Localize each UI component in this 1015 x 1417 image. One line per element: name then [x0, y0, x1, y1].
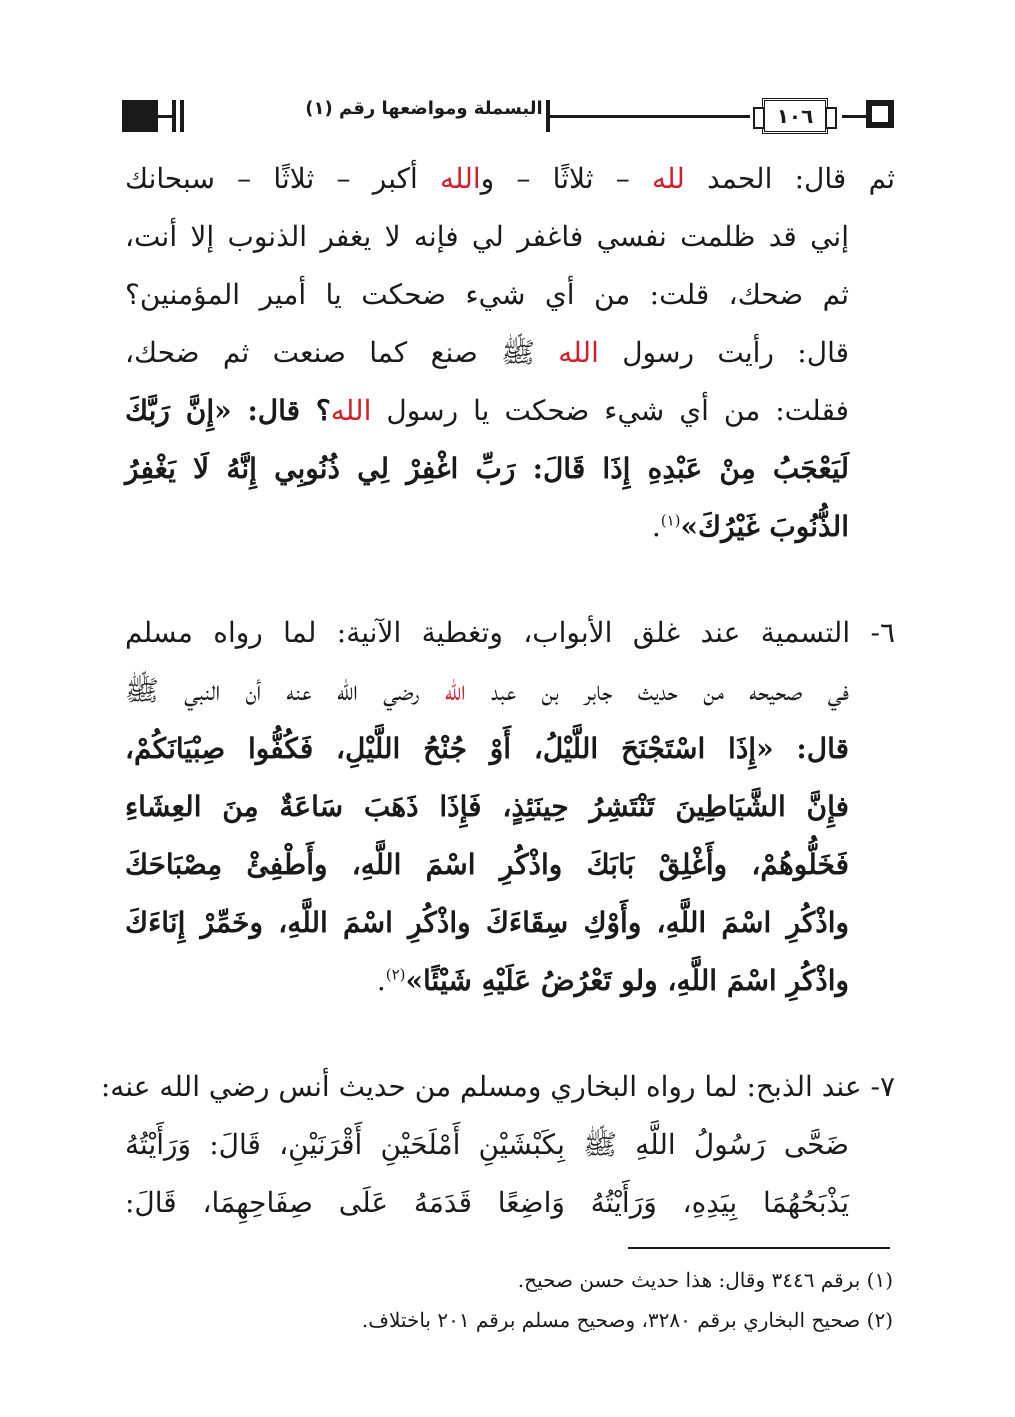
footnotes: [125, 1260, 893, 1340]
footnote-2: (٢) صحيح البخاري برقم ٣٢٨٠، وصحيح مسلم برقم ٢٠١ باختلاف.: [361, 1308, 893, 1332]
header-rule: [550, 115, 750, 118]
paragraph-hadith-1: [125, 150, 895, 556]
text-line: واذْكُرِ اسْمَ اللَّهِ، ولو تَعْرُضُ عَلَيْهِ شَيْئًا»$^{(٢)}$.: [376, 964, 849, 997]
header-gap: [184, 115, 302, 118]
text-line: واذْكُرِ اسْمَ اللَّهِ، وأَوْكِ سِقَاءَكَ واذْكُرِ اسْمَ اللَّهِ، وخَمِّرْ إِنَاءَكَ: [125, 906, 849, 939]
header-rule: [158, 115, 172, 118]
text-line: فقلت: من أي شيء ضحكت يا رسول الله؟ قال: «إِنَّ رَبَّكَ: [125, 394, 849, 427]
text-line: في صحيحه من حديث جابر بن عبد الله رضي الله عنه أن النبي ﷺ: [125, 674, 849, 707]
header-rule: [842, 115, 868, 118]
footnote-separator: [628, 1247, 890, 1249]
text-line: ٦- التسمية عند غلق الأبواب، وتغطية الآنية: لما رواه مسلم: [125, 616, 895, 649]
paragraph-item-6: [125, 604, 895, 1010]
text-line: ٧- عند الذبح: لما رواه البخاري ومسلم من حديث أنس رضي الله عنه:: [100, 1070, 895, 1103]
page-number-box: [762, 98, 828, 134]
header-title: البسملة ومواضعها رقم (١): [305, 98, 543, 119]
footnote-ref: (٢): [385, 965, 406, 984]
header-ornament-bar: [172, 100, 176, 132]
text-line: فإِنَّ الشَّيَاطِينَ تَنْتَشِرُ حِينَئِذٍ، فَإِذَا ذَهَبَ سَاعَةٌ مِنَ العِشَاءِ: [125, 790, 849, 823]
text-line: فَخَلُّوهُمْ، وأَغْلِقْ بَابَكَ واذْكُرِ اسْمَ اللَّهِ، وأَطْفِئْ مِصْبَاحَكَ: [125, 848, 849, 881]
text-line: لَيَعْجَبُ مِنْ عَبْدِهِ إِذَا قَالَ: رَبِّ اغْفِرْ لِي ذُنُوبِي إِنَّهُ لَا يَغْفِرُ: [125, 452, 849, 485]
text-line: ضَحَّى رَسُولُ اللَّهِ ﷺ بِكَبْشَيْنِ أَمْلَحَيْنِ أَقْرَنَيْنِ، قَالَ: وَرَأَيْتُهُ: [125, 1128, 849, 1161]
header-ornament-square: [866, 100, 894, 128]
text-line: ثم قال: الحمد لله – ثلاثًا – والله أكبر – ثلاثًا – سبحانك: [125, 162, 895, 195]
page-number: ١٠٦: [776, 104, 814, 128]
text-line: الذُّنُوبَ غَيْرُكَ»$^{(١)}$.: [651, 510, 849, 543]
text-line: قال: «إِذَا اسْتَجْنَحَ اللَّيْلُ، أَوْ جُنْحُ اللَّيْلِ، فَكُفُّوا صِبْيَانَكُمْ،: [125, 732, 849, 765]
text-line: قال: رأيت رسول الله ﷺ صنع كما صنعت ثم ضحك،: [125, 336, 849, 369]
footnote-1: (١) برقم ٣٤٤٦ وقال: هذا حديث حسن صحيح.: [517, 1268, 893, 1292]
text-line: إني قد ظلمت نفسي فاغفر لي فإنه لا يغفر الذنوب إلا أنت،: [125, 220, 849, 253]
text-line: يَذْبَحُهُمَا بِيَدِهِ، وَرَأَيْتُهُ وَاضِعًا قَدَمَهُ عَلَى صِفَاحِهِمَا، قَالَ:: [125, 1186, 849, 1219]
page-header: [122, 94, 894, 142]
footnote-ref: (١): [660, 511, 681, 530]
paragraph-item-7: [100, 1058, 895, 1232]
text-line: ثم ضحك، قلت: من أي شيء ضحكت يا أمير المؤمنين؟: [125, 278, 849, 311]
header-ornament-block: [122, 100, 158, 132]
